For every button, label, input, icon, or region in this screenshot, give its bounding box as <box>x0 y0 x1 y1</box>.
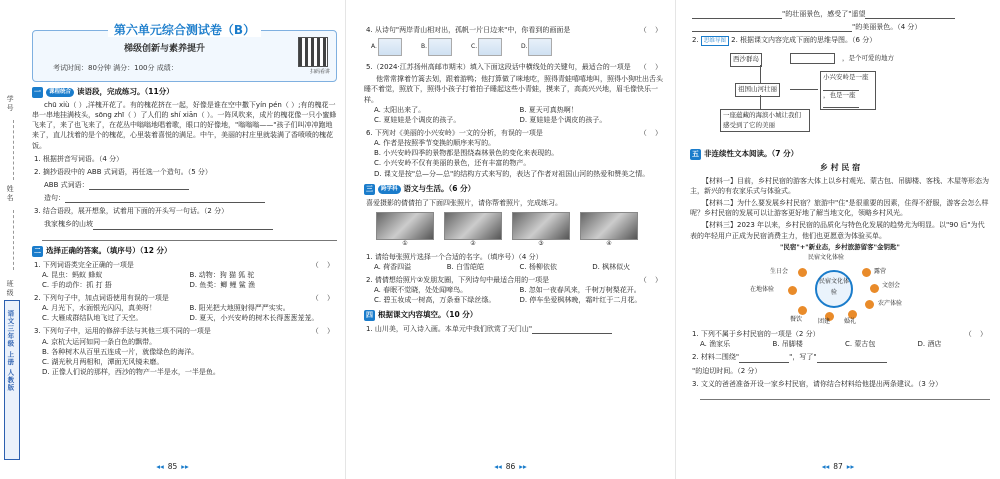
diagram-item: 团建 <box>818 318 831 326</box>
side-strip <box>0 0 26 479</box>
answer-paren[interactable]: （ ） <box>639 26 665 34</box>
p2-option-b: B. 忽如一夜春风来，千树万树梨花开。 <box>519 285 641 294</box>
answer-paren[interactable]: （ ） <box>311 293 337 302</box>
test-header <box>32 23 337 82</box>
material-2: 【材料二】为什么要发展乡村民宿？旅游中"住"是很重要的因素，住得不舒服，游客会怎么样呢？乡村民宿的发展可以让游客更好地了解当地文化，领略乡村风光。 <box>690 199 989 218</box>
f1-cont2: "的美丽景色。（4 分） <box>852 23 922 32</box>
p2-stem: 2. 倩倩想给照片②发朋友圈，下列诗句中最适合用的一项是 <box>366 275 550 284</box>
page-number: ◂◂ 85 ▸▸ <box>156 462 189 472</box>
answer-paren[interactable]: （ ） <box>311 260 337 269</box>
abb-label: ABB 式词语： <box>44 180 89 189</box>
q5-option-d: D. 夏娃娃是个调皮的孩子。 <box>519 115 607 124</box>
r3-stem: 3. 文义的爸爸准备开设一家乡村民宿，请你结合材料给他提出两条建议。（3 分） <box>692 379 943 388</box>
question-1: 1. 根据拼音写词语。（4 分） <box>34 154 124 163</box>
sentence-answer-field[interactable] <box>65 195 265 203</box>
mc2-option-a: A. 月光下，水面银光闪闪，真美呀！ <box>42 304 157 313</box>
page-85 <box>0 0 345 479</box>
p2-option-a: A. 春眠不觉晓，处处闻啼鸟。 <box>374 285 468 294</box>
material-1: 【材料一】目前，乡村民宿的游客大体上以乡村观光、蒙古包、吊脚楼、客栈、木屋等形态为主，新兴的有农家乐式与体验式。 <box>690 176 989 196</box>
q4-picture-d[interactable]: D. <box>528 38 552 56</box>
answer-paren[interactable]: （ ） <box>639 63 665 72</box>
section-heading: 读语段，完成练习。（11分） <box>77 87 174 97</box>
page-number: ◂◂ 86 ▸▸ <box>494 462 527 472</box>
section-heading: 非连续性文本阅读。（7 分） <box>704 149 799 159</box>
f1-cont-field-2[interactable] <box>865 11 955 19</box>
student-id-label: 学号 <box>6 95 15 113</box>
diagram-center: 民宿文化体验 <box>815 270 853 308</box>
mm-node-lovely: ，是个可爱的地方 <box>840 53 896 64</box>
mc2-option-d: D. 夏天，小兴安岭的树木长得葱葱茏茏。 <box>189 314 319 323</box>
r1-option-b: B. 吊脚楼 <box>772 340 803 349</box>
p1-stem: 1. 请给每张照片选择一个合适的名字。（填序号）（4 分） <box>366 252 543 261</box>
mc3-stem: 3. 下列句子中，运用的修辞手法与其他三项不同的一项是 <box>34 327 211 336</box>
section-4 <box>364 310 665 334</box>
photo-3 <box>512 212 570 240</box>
mm-node-coastal-city: 一座蕴藏的海滨小城让我们感受到了它的美丽 <box>720 109 810 132</box>
q4-pictures <box>371 38 665 56</box>
r1-stem: 1. 下列不属于乡村民宿的一项是（2 分） <box>692 330 820 339</box>
sentence-label: 造句： <box>44 194 65 203</box>
section-number: 二 <box>34 246 41 255</box>
q3-answer-line[interactable] <box>42 231 337 241</box>
diagram-item: 在地体验 <box>750 286 775 294</box>
q6-option-b: B. 小兴安岭四季的景物都是围绕森林景色的变化来表现的。 <box>374 149 559 158</box>
diagram-title: "民宿"+"新业态，乡村旅游留客"金钥匙" <box>780 242 900 251</box>
answer-paren[interactable]: （ ） <box>639 275 665 284</box>
q6-option-a: A. 作者是按照季节变换的顺序来写的。 <box>374 139 496 148</box>
q6-stem: 6. 下列对《美丽的小兴安岭》一文的分析，有误的一项是 <box>366 128 543 137</box>
r2-end: "的迫切时间。（2 分） <box>692 366 762 375</box>
material-3: 【材料三】2023 年以来，乡村民宿的品质化与特色化发展的趋势尤为明显。以"90 后"为代表的年轻用户正成为民宿消费主力，他们也更愿意为体验买单。 <box>690 221 985 240</box>
f1-cont-field[interactable] <box>692 11 782 19</box>
mc3-option-d: D. 正像人们说的那样，西沙的物产一半是水，一半是鱼。 <box>42 367 220 376</box>
q4-picture-a[interactable]: A. <box>378 38 402 56</box>
photo-1 <box>376 212 434 240</box>
q3-start: 我家槐乡的山坡 <box>44 220 93 229</box>
f1-stem: 1. 山川美，可入诗入画。本单元中我们欣赏了天门山" <box>366 325 533 334</box>
r1-option-c: C. 蒙古包 <box>845 340 876 349</box>
qr-code-icon <box>298 37 328 67</box>
class-label: 班级 <box>6 280 15 298</box>
qr-caption: 扫码看讲 <box>309 69 330 75</box>
mm-node-xiaoxinganling: 小兴安岭是一座 ，也是一座 <box>820 71 876 110</box>
page-86-content <box>364 22 665 334</box>
r1-option-d: D. 酒店 <box>917 340 942 349</box>
diagram-item: 文创会 <box>882 282 901 290</box>
section-2 <box>32 246 337 378</box>
section-number: 三 <box>366 184 373 193</box>
page-number: ◂◂ 87 ▸▸ <box>821 462 855 472</box>
r2-field-1[interactable] <box>739 355 789 363</box>
p2-option-c: C. 碧玉妆成一树高，万条垂下绿丝绦。 <box>374 296 496 305</box>
section-5: 五 非连续性文本阅读。（7 分） 乡 村 民 宿 【材料一】目前，乡村民宿的游客大体上以乡村观光、蒙古包、吊脚楼、客栈、木屋等形态为主，新兴的有农家乐式与体验式。 【材料二】为什么要发展乡村民宿？旅游中"住"是很重要的因素，住得不舒服，游客会怎么样呢？乡村民宿的发展可以让游客更好地了解当地文化，领略乡村风光。 【材料三】2023 年以来，乡村民宿的品质化与特色化发展的趋势尤为明显。以"90 后"为代表的年轻用户正成为民宿消费主力，他们也更愿意为体验买单。 "民宿"+"新业态，乡村旅游留客"金钥匙" 民宿文化体验 民宿文化体验 生日会 露营 在地体验 文创会 农产体验 餐饮 团建 婚礼 1. 下列不属于乡村民宿的一项是（2 分） （ ） A. 渔家乐 B. 吊脚楼 C. 蒙古包 D. 酒店 2. 材料二围绕" "，写了" "的迫切时间。（2 分） 3. 文义的爸爸准备开设一家乡村民宿，请你结合材料给他提出两条建议。（3 分） <box>690 149 990 400</box>
p1-option-b: B. 白雪皑皑 <box>446 262 485 271</box>
mc1-option-c: C. 手的动作：抓 打 捂 <box>42 280 112 289</box>
brand-text: 语文三年级 上册 人教版 <box>6 310 15 392</box>
r1-option-a: A. 渔家乐 <box>700 340 731 349</box>
p1-option-a: A. 荷香四溢 <box>374 262 412 271</box>
q4-stem: 4. 从诗句"两岸青山相对出，孤帆一片日边来"中，你看到的画面是 <box>366 26 571 34</box>
section-heading: 根据课文内容填空。（10 分） <box>378 310 478 320</box>
f1-cont-field-3[interactable] <box>692 24 852 32</box>
section-3 <box>364 184 665 306</box>
r2-field-2[interactable] <box>817 355 887 363</box>
diagram-item: 民宿文化体验 <box>808 254 845 262</box>
mc1-stem: 1. 下列词语类完全正确的一项是 <box>34 260 134 269</box>
q5-option-b: B. 夏天可真热啊！ <box>519 105 578 114</box>
test-title: 第六单元综合测试卷（B） <box>108 23 261 37</box>
section-number: 一 <box>34 88 41 96</box>
q5-option-a: A. 太阳出来了。 <box>374 105 426 114</box>
section-tag: 课程统合 <box>46 88 74 97</box>
abb-answer-field[interactable] <box>89 182 189 190</box>
exam-info: 考试时间：80分钟 满分：100分 成绩： <box>53 64 178 72</box>
p1-option-c: C. 杨柳依依 <box>519 262 557 271</box>
question-3: 3. 结合语段，展开想象，试着用下面的开头写一句话。（2 分） <box>34 207 229 216</box>
page-87 <box>675 0 1000 479</box>
p2-option-d: D. 停车坐爱枫林晚，霜叶红于二月花。 <box>519 296 642 305</box>
mm-blank-1[interactable] <box>790 53 835 64</box>
q5-stem: 5.（2024·江苏扬州高邮市期末）填入下面这段话中横线处的关键句，最适合的一项是 <box>366 63 631 72</box>
mm-blank-3[interactable] <box>823 100 859 108</box>
answer-paren[interactable]: （ ） <box>639 128 665 137</box>
mm-node-xisha: 西沙群岛 <box>730 53 762 66</box>
diagram-item: 农产体验 <box>878 300 903 308</box>
photo-row: ① ② ③ ④ <box>376 212 665 249</box>
diagram-item: 生日会 <box>770 268 789 276</box>
f2-stem-num: 2. <box>692 36 701 45</box>
diagram-item: 婚礼 <box>844 318 857 326</box>
q6-option-d: D. 课文是按"总—分—总"的结构方式来写的，表达了作者对祖国山河的热爱和赞美之情。 <box>374 169 650 178</box>
reading-title: 乡 村 民 宿 <box>819 163 861 173</box>
q6-option-c: C. 小兴安岭不仅有美丽的景色，还有丰富的物产。 <box>374 159 531 168</box>
section-heading: 选择正确的答案。（填序号）（12 分） <box>46 245 172 255</box>
section-number: 四 <box>366 311 373 320</box>
section-number: 五 <box>692 150 699 159</box>
passage: chū xiù（ ）,洋槐开花了。有的槐花挤在一起，好像是谁在空中撒下yín pén（ ）;有的槐花一串一串地挂满枝头，sōng zhī（ ）了人们的 shí xiān（ ）。一阵风吹来，成片的槐花像一只小蜜蜂飞来了，来了也飞来了，在花丛中嗡嗡地唱着歌，眼口的好像地，"嗡嗡嗡——"孩子们叫冲冲跑地来了，直儿找着的是个的槐花，心里装着喜悦的满足。中午，美丽的村庄里就装满了香喷喷的槐花饭。 <box>32 101 337 150</box>
q5-option-c: C. 夏娃娃是个调皮的孩子。 <box>374 115 461 124</box>
mc3-option-b: B. 各种树木从百里五连成一片，就像绿色的海洋。 <box>42 347 199 356</box>
diagram-item: 餐饮 <box>790 316 803 324</box>
mc1-option-d: D. 鱼类：鲫 鲤 鲨 渔 <box>189 280 256 289</box>
q3-answer-field[interactable] <box>93 222 273 230</box>
mc3-option-c: C. 湖光秋月两相和，潭面无风镜未磨。 <box>42 357 164 366</box>
photo-2 <box>444 212 502 240</box>
mc2-option-b: B. 阳光把大地照射得严严实实。 <box>189 304 290 313</box>
sec3-intro: 喜爱摄影的倩倩拍了下面四张照片，请你帮着照片，完成练习。 <box>366 198 562 207</box>
answer-paren[interactable]: （ ） <box>311 327 337 336</box>
section-1 <box>32 87 337 241</box>
q5-passage: 他常常撑着竹篙去划，跟着游鸭；他打算做了咪地吃，照得青蛙嘻嘻地叫，照得小狗吐出舌头睡不着觉，照放下，照得小孩子打着拍子睡起这些小青蛙，摸来了，高高兴兴地，眉毛像快乐一样。 <box>364 75 663 104</box>
diagram-item: 露营 <box>874 268 887 276</box>
test-subtitle: 梯级创新与素养提升 <box>123 44 205 54</box>
mm-blank-2[interactable] <box>823 83 859 91</box>
page-86 <box>345 0 675 479</box>
p1-option-d: D. 枫林似火 <box>592 262 631 271</box>
page-87-content <box>690 6 990 400</box>
r2-stem: 2. 材料二围绕" <box>692 353 740 362</box>
mind-map <box>690 49 990 144</box>
q4-picture-b[interactable]: B. <box>428 38 452 56</box>
mc2-stem: 2. 下列句子中，加点词语使用有误的一项是 <box>34 293 169 302</box>
photo-4 <box>580 212 638 240</box>
answer-paren[interactable]: （ ） <box>964 330 990 339</box>
section-heading: 语文与生活。（6 分） <box>403 183 476 193</box>
section-tag: 跨学科 <box>378 185 401 194</box>
minsu-diagram <box>690 254 990 326</box>
f1-answer-field[interactable] <box>532 326 612 334</box>
question-2: 2. 摘抄语段中的 ABB 式词语，再任选一个造句。（5 分） <box>34 167 212 176</box>
mc3-option-a: A. 京杭大运河如同一条白色的飘带。 <box>42 337 157 346</box>
f1-cont: "的壮丽景色，感受了"遥望 <box>782 10 866 18</box>
mc1-option-a: A. 昆虫：蚂蚁 蜂蚁 <box>42 270 103 279</box>
mc2-option-c: C. 大雁成群结队地飞过了天空。 <box>42 314 143 323</box>
r3-answer-line[interactable] <box>700 390 990 400</box>
f2-stem: 2. 根据课文内容完成下面的思维导图。（6 分） <box>731 36 877 45</box>
mm-node-center: 祖国山河壮丽 <box>735 83 780 96</box>
mc1-option-b: B. 动物：狗 猫 狐 驼 <box>189 270 255 279</box>
mindmap-tag: 思维导图 <box>701 36 729 46</box>
q4-picture-c[interactable]: C. <box>478 38 502 56</box>
page-85-content <box>32 23 337 377</box>
name-label: 姓名 <box>6 185 15 203</box>
